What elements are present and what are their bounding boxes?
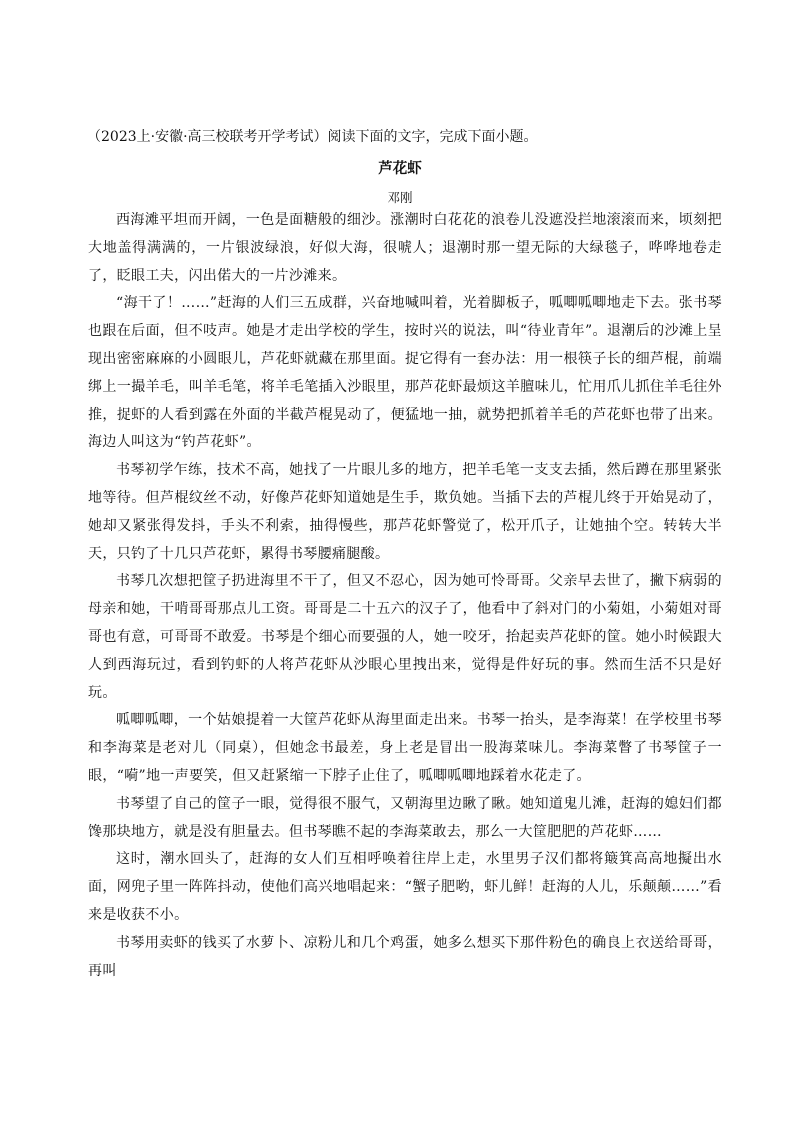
paragraph: “海干了！……”赶海的人们三五成群，兴奋地喊叫着，光着脚板子，呱唧呱唧地走下去。张书琴也跟在后面，但不吱声。她是才走出学校的学生，按时兴的说法，叫“待业青年”。退潮后的沙滩上呈现出密密麻麻的小圆眼儿，芦花虾就藏在那里面。捉它得有一套办法：用一根筷子长的细芦棍，前端绑上一撮羊毛，叫羊毛笔，将羊毛笔插入沙眼里，那芦花虾最烦这羊膻味儿，忙用爪儿抓住羊毛往外推，捉虾的人看到露在外面的半截芦棍晃动了，便猛地一抽，就势把抓着羊毛的芦花虾也带了出来。海边人叫这为“钓芦花虾”。 [88,295,722,451]
paragraph: 西海滩平坦而开阔，一色是面糖般的细沙。涨潮时白花花的浪卷儿没遮没拦地滚滚而来，顷刻把大地盖得满满的，一片银波绿浪，好似大海，很唬人；退潮时那一望无际的大绿毯子，哗哗地卷走了，眨眼工夫，闪出偌大的一片沙滩来。 [88,212,722,284]
paragraph: 这时，潮水回头了，赶海的女人们互相呼唤着往岸上走，水里男子汉们都将簸箕高高地擬出水面，网兜子里一阵阵抖动，使他们高兴地唱起来：“蟹子肥哟，虾儿鲜！赶海的人儿，乐颠颠……”看来是收获不小。 [88,851,722,923]
paragraph: 书琴望了自己的筐子一眼，觉得很不服气，又朝海里边瞅了瞅。她知道鬼儿滩，赶海的媳妇们都馋那块地方，就是没有胆量去。但书琴瞧不起的李海菜敢去，那么一大筐肥肥的芦花虾…… [88,795,722,840]
paragraph: 书琴几次想把筐子扔进海里不干了，但又不忍心，因为她可怜哥哥。父亲早去世了，撇下病弱的母亲和她，干啃哥哥那点儿工资。哥哥是二十五六的汉子了，他看中了斜对门的小菊姐，小菊姐对哥哥也有意，可哥哥不敢爱。书琴是个细心而要强的人，她一咬牙，抬起卖芦花虾的筐。她小时候跟大人到西海玩过，看到钓虾的人将芦花虾从沙眼心里拽出来，觉得是件好玩的事。然而生活不只是好玩。 [88,573,722,701]
paragraph: 呱唧呱唧，一个姑娘提着一大筐芦花虾从海里面走出来。书琴一抬头，是李海菜！在学校里书琴和李海菜是老对儿（同桌），但她念书最差，身上老是冒出一股海菜味儿。李海菜瞥了书琴筐子一眼，“嗬”地一声要笑，但又赶紧缩一下脖子止住了，呱唧呱唧地踩着水花走了。 [88,712,722,784]
paragraph: 书琴初学乍练，技术不高，她找了一片眼儿多的地方，把羊毛笔一支支去插，然后蹲在那里紧张地等待。但芦棍纹丝不动，好像芦花虾知道她是生手，欺负她。当插下去的芦棍儿终于开始晃动了，她却又紧张得发抖，手头不利索，抽得慢些，那芦花虾警觉了，松开爪子，让她抽个空。转转大半天，只钓了十几只芦花虾，累得书琴腰痛腿酸。 [88,462,722,562]
article-author: 邓刚 [387,190,413,205]
article-title: 芦花虾 [378,160,422,177]
source-note: （2023上·安徽·高三校联考开学考试）阅读下面的文字，完成下面小题。 [87,129,538,145]
article-body [88,207,722,985]
paragraph: 书琴用卖虾的钱买了水萝卜、凉粉儿和几个鸡蛋，她多么想买下那件粉色的确良上衣送给哥哥，再叫 [88,934,722,979]
